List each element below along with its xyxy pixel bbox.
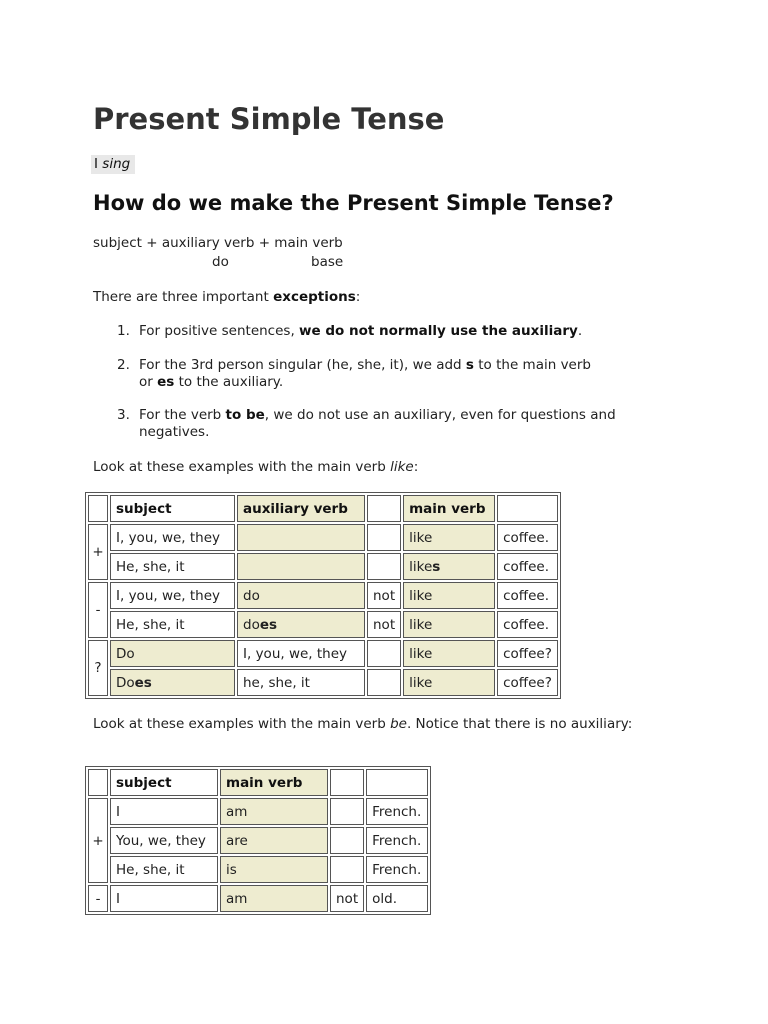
table-row [88,524,558,551]
table-cell: French. [366,827,428,854]
table-cell: Does [110,669,235,696]
table-row [88,582,558,609]
exception-text: For positive sentences, we do not normally use the auxiliary. [139,323,583,339]
table-header-cell: main verb [220,769,328,796]
table-header-row [88,495,558,522]
table-header-cell [497,495,558,522]
table-cell: is [220,856,328,883]
table-cell: like [403,582,495,609]
table-cell: like [403,524,495,551]
sentence-type-sign: - [88,885,108,912]
table-cell: old. [366,885,428,912]
table-cell: am [220,798,328,825]
table-cell: not [367,582,401,609]
table-cell: coffee. [497,524,558,551]
table-header-cell [88,495,108,522]
table-cell: not [367,611,401,638]
table-header-row [88,769,428,796]
formula-main: base [311,254,344,270]
be-intro: Look at these examples with the main verb be. Notice that there is no auxiliary: [93,716,633,732]
exception-number: 3. [117,407,130,423]
table-cell: like [403,640,495,667]
table-cell [330,798,364,825]
table-row [88,798,428,825]
table-cell: am [220,885,328,912]
table-header-cell: main verb [403,495,495,522]
table-cell: he, she, it [237,669,365,696]
table-cell: He, she, it [110,856,218,883]
example-sentence [91,155,135,174]
be-examples-table [85,766,431,915]
table-cell: like [403,669,495,696]
example-pronoun: I [94,156,98,172]
table-cell: He, she, it [110,611,235,638]
table-header-cell [330,769,364,796]
table-header-cell [366,769,428,796]
table-cell: coffee. [497,611,558,638]
table-header-cell: subject [110,769,218,796]
exceptions-intro: There are three important exceptions: [93,289,361,305]
table-cell: I, you, we, they [237,640,365,667]
table-cell: French. [366,798,428,825]
table-cell: Do [110,640,235,667]
table-header-cell [88,769,108,796]
sentence-type-sign: + [88,524,108,580]
table-cell [367,524,401,551]
table-row [88,856,428,883]
table-header-cell: subject [110,495,235,522]
table-cell: likes [403,553,495,580]
table-cell: I, you, we, they [110,524,235,551]
table-cell: You, we, they [110,827,218,854]
table-cell: coffee? [497,640,558,667]
table-cell [237,553,365,580]
table-cell: I [110,798,218,825]
sentence-type-sign: ? [88,640,108,696]
example-verb: sing [102,156,131,172]
table-cell: not [330,885,364,912]
table-cell: I, you, we, they [110,582,235,609]
table-cell: do [237,582,365,609]
table-cell: are [220,827,328,854]
like-intro: Look at these examples with the main verb like: [93,459,419,475]
table-cell: coffee. [497,553,558,580]
table-cell [237,524,365,551]
sentence-type-sign: + [88,798,108,883]
table-row [88,553,558,580]
table-row [88,885,428,912]
exception-text: For the verb to be, we do not use an auxiliary, even for questions and negatives. [139,407,616,440]
formula-line: subject + auxiliary verb + main verb [93,235,343,251]
section-heading: How do we make the Present Simple Tense? [93,191,614,215]
exception-text: For the 3rd person singular (he, she, it), we add s to the main verb or es to the auxiliary. [139,357,591,390]
table-cell [367,669,401,696]
table-cell: He, she, it [110,553,235,580]
like-examples-table [85,492,561,699]
table-row [88,827,428,854]
exception-number: 1. [117,323,130,339]
table-cell: like [403,611,495,638]
table-row [88,669,558,696]
table-header-cell: auxiliary verb [237,495,365,522]
table-cell [330,827,364,854]
table-cell: coffee? [497,669,558,696]
table-row [88,640,558,667]
sentence-type-sign: - [88,582,108,638]
table-cell: French. [366,856,428,883]
table-cell: does [237,611,365,638]
page-title: Present Simple Tense [93,102,445,136]
table-cell [367,640,401,667]
exception-number: 2. [117,357,130,373]
table-cell: I [110,885,218,912]
table-header-cell [367,495,401,522]
table-cell [330,856,364,883]
table-cell: coffee. [497,582,558,609]
table-row [88,611,558,638]
table-cell [367,553,401,580]
formula-aux: do [212,254,229,270]
